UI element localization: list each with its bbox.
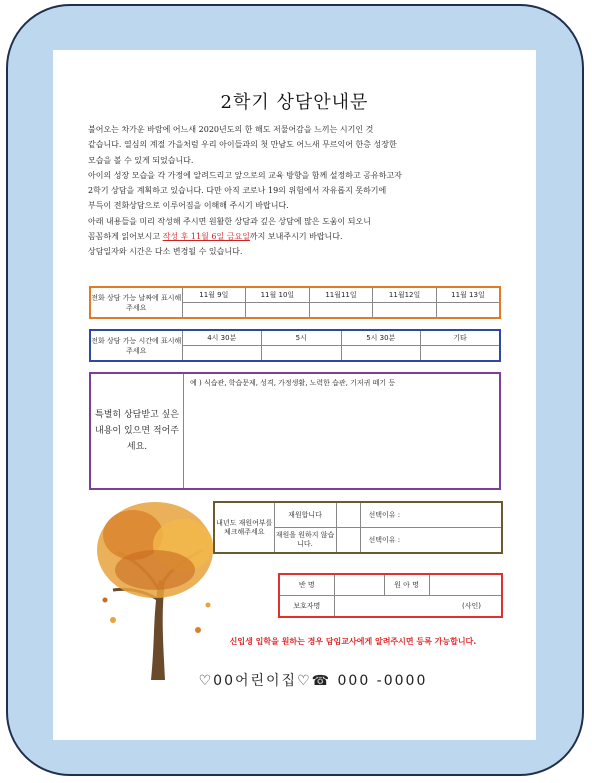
date-option: 11월11일 (309, 287, 373, 303)
child-name-field[interactable] (429, 574, 502, 596)
date-table (89, 286, 501, 319)
time-option: 기타 (421, 330, 501, 346)
autumn-tree-illustration (93, 490, 223, 680)
reenroll-reason[interactable]: 선택이유 : (360, 502, 502, 528)
reenroll-check-no[interactable] (336, 528, 360, 554)
reenroll-label: 내년도 재원여부를 체크해주세요 (214, 502, 274, 553)
class-field[interactable] (334, 574, 384, 596)
reenroll-option-yes: 재원합니다 (274, 502, 336, 528)
date-check-cell[interactable] (373, 303, 437, 319)
intro-line: 아이의 성장 모습을 각 가정에 알려드리고 앞으로의 교육 방향을 함께 설정하고 공유하고자 (88, 170, 402, 180)
child-name-label: 원 아 명 (384, 574, 429, 596)
date-option: 11월 9일 (182, 287, 246, 303)
contact-info: ♡00어린이집♡☎ 000 -0000 (198, 673, 428, 689)
date-check-cell[interactable] (246, 303, 310, 319)
page-title: 2학기 상담안내문 (220, 92, 369, 113)
time-check-cell[interactable] (341, 346, 421, 362)
intro-line-deadline: 꼼꼼하게 읽어보시고 작성 후 11월 6일 금요일까지 보내주시기 바랍니다. (88, 232, 343, 242)
reenroll-reason[interactable]: 선택이유 : (360, 528, 502, 554)
intro-line: 같습니다. 열심의 계절 가을처럼 우리 아이들과의 첫 만남도 어느새 무르익어 한층 성장한 (88, 140, 397, 150)
signature-table (278, 573, 503, 618)
intro-text (88, 122, 508, 260)
reenroll-option-no: 재원을 원하지 않습니다. (274, 528, 336, 554)
time-option: 5시 30분 (341, 330, 421, 346)
date-option: 11월12일 (373, 287, 437, 303)
special-request-box (89, 372, 501, 490)
time-option: 4시 30분 (182, 330, 262, 346)
reenroll-check-yes[interactable] (336, 502, 360, 528)
time-check-cell[interactable] (421, 346, 501, 362)
intro-line: 불어오는 차가운 바람에 어느새 2020년도의 한 해도 저물어감을 느끼는 시기인 것 (88, 125, 374, 134)
document-sheet (53, 50, 536, 740)
guardian-label: 보호자명 (279, 596, 334, 618)
intro-line: 모습을 볼 수 있게 되었습니다. (88, 155, 194, 165)
special-request-field[interactable]: 예 ) 식습관, 학습문제, 성격, 가정생활, 노력한 습관, 기저귀 떼기 등 (190, 379, 396, 387)
intro-line: 상담일자와 시간은 다소 변경될 수 있습니다. (88, 247, 243, 257)
time-table-label: 전화 상담 가능 시간에 표시해 주세요 (90, 330, 182, 361)
date-table-label: 전화 상담 가능 날짜에 표시해 주세요 (90, 287, 182, 318)
date-option: 11월 10일 (246, 287, 310, 303)
time-check-cell[interactable] (182, 346, 262, 362)
date-check-cell[interactable] (182, 303, 246, 319)
intro-line: 부득이 전화상담으로 이루어짐을 이해해 주시기 바랍니다. (88, 201, 289, 211)
guardian-signature-field[interactable]: (사인) (334, 596, 502, 618)
special-request-label: 특별히 상담받고 싶은 내용이 있으면 적어주세요. (91, 374, 184, 488)
date-option: 11월 13일 (436, 287, 500, 303)
reenroll-table (213, 501, 503, 554)
intro-line: 아래 내용들을 미리 작성해 주시면 원활한 상담과 깊은 상담에 많은 도움이 되오니 (88, 216, 371, 226)
date-check-cell[interactable] (309, 303, 373, 319)
intro-line: 2학기 상담을 계획하고 있습니다. 다만 아직 코로나 19의 위험에서 자유롭지 못하기에 (88, 186, 387, 196)
new-student-notice: 신입생 입학을 원하는 경우 담임교사에게 알려주시면 등록 가능합니다. (229, 637, 477, 646)
deadline: 작성 후 11월 6일 금요일 (162, 232, 250, 242)
time-option: 5시 (262, 330, 342, 346)
time-table (89, 329, 501, 362)
date-check-cell[interactable] (436, 303, 500, 319)
time-check-cell[interactable] (262, 346, 342, 362)
class-label: 반 명 (279, 574, 334, 596)
